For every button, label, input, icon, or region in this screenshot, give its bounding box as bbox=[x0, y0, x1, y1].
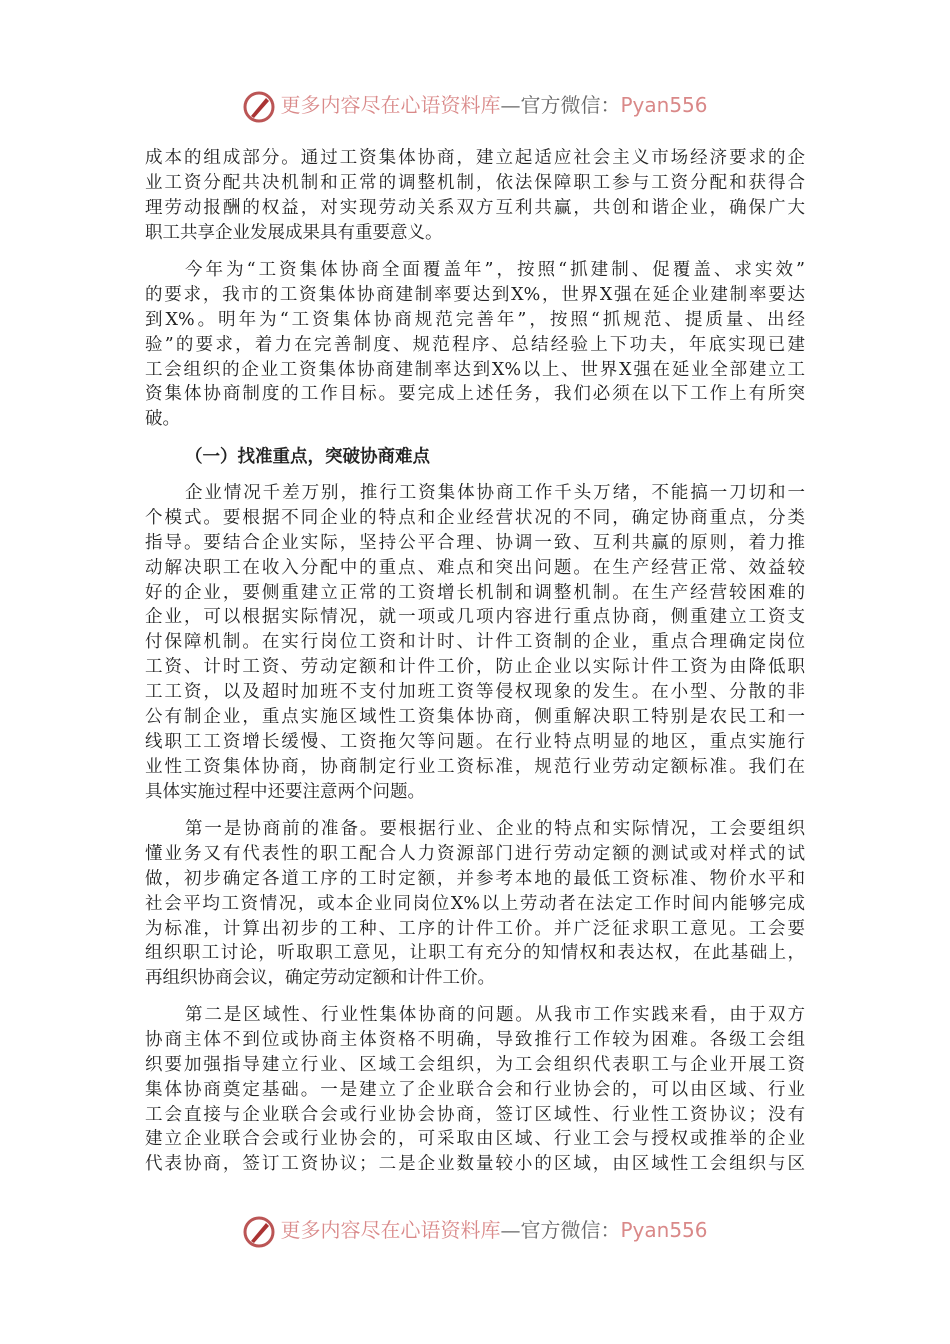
text-line: 的要求，我市的工资集体协商建制率要达到X%，世界X强在延企业建制率要达 bbox=[145, 284, 805, 305]
pen-logo-icon bbox=[242, 1215, 276, 1249]
text-line: 动解决职工在收入分配中的重点、难点和突出问题。在生产经营正常、效益较 bbox=[145, 557, 805, 578]
text-line: 企业情况千差万别，推行工资集体协商工作千头万绪，不能搞一刀切和一 bbox=[185, 483, 805, 503]
text-line: 工工资，以及超时加班不支付加班工资等侵权现象的发生。在小型、分散的非 bbox=[145, 682, 805, 703]
text-line: 代表协商，签订工资协议；二是企业数量较小的区域，由区域性工会组织与区 bbox=[145, 1154, 805, 1175]
text-line: 职工共享企业发展成果具有重要意义。 bbox=[145, 222, 443, 243]
text-line: 业性工资集体协商，协商制定行业工资标准，规范行业劳动定额标准。我们在 bbox=[145, 756, 805, 777]
header-watermark-banner bbox=[0, 85, 950, 125]
paragraph bbox=[145, 481, 805, 805]
text-line: 具体实施过程中还要注意两个问题。 bbox=[145, 781, 425, 802]
banner-brand-text: 更多内容尽在心语资料库 bbox=[280, 93, 501, 117]
text-line: 工会直接与企业联合会或行业协会协商，签订区域性、行业性工资协议；没有 bbox=[145, 1104, 805, 1125]
text-line: 今年为“工资集体协商全面覆盖年”，按照“抓建制、促覆盖、求实效” bbox=[185, 260, 805, 280]
text-line: 集体协商奠定基础。一是建立了企业联合会和行业协会的，可以由区域、行业 bbox=[145, 1079, 805, 1100]
banner-brand-text: 更多内容尽在心语资料库 bbox=[280, 1218, 501, 1242]
banner-dash: — bbox=[500, 1218, 521, 1242]
text-line: 织要加强指导建立行业、区域工会组织，为工会组织代表职工与企业开展工资 bbox=[145, 1054, 805, 1075]
text-line: 破。 bbox=[145, 409, 180, 430]
text-line: 再组织协商会议，确定劳动定额和计件工价。 bbox=[145, 968, 495, 989]
section-heading: （一）找准重点，突破协商难点 bbox=[185, 447, 430, 467]
text-line: 理劳动报酬的权益，对实现劳动关系双方互利共赢，共创和谐企业，确保广大 bbox=[145, 197, 805, 218]
banner-wechat-id: Pyan556 bbox=[620, 93, 708, 117]
text-line: 工资、计时工资、劳动定额和计件工价，防止企业以实际计件工资为由降低职 bbox=[145, 657, 805, 678]
paragraph bbox=[145, 146, 805, 246]
text-line: 指导。要结合企业实际，坚持公平合理、协调一致、互利共赢的原则，着力推 bbox=[145, 532, 805, 553]
paragraph bbox=[145, 258, 805, 432]
text-line: 到X%。明年为“工资集体协商规范完善年”，按照“抓规范、提质量、出经 bbox=[145, 309, 805, 330]
text-line: 协商主体不到位或协商主体资格不明确，导致推行工作较为困难。各级工会组 bbox=[145, 1029, 805, 1050]
text-line: 业工资分配共决机制和正常的调整机制，依法保障职工参与工资分配和获得合 bbox=[145, 172, 805, 193]
text-line: 社会平均工资情况，或本企业同岗位X%以上劳动者在法定工作时间内能够完成 bbox=[145, 893, 805, 914]
footer-watermark-banner bbox=[0, 1210, 950, 1250]
paragraph bbox=[145, 1003, 805, 1177]
banner-wechat-id: Pyan556 bbox=[620, 1218, 708, 1242]
text-line: 第一是协商前的准备。要根据行业、企业的特点和实际情况，工会要组织 bbox=[185, 819, 805, 839]
text-line: 企业，可以根据实际情况，就一项或几项内容进行重点协商，侧重建立工资支 bbox=[145, 607, 805, 628]
text-line: 公有制企业，重点实施区域性工资集体协商，侧重解决职工特别是农民工和一 bbox=[145, 707, 805, 728]
pen-logo-icon bbox=[242, 90, 276, 124]
text-line: 工会组织的企业工资集体协商建制率达到X%以上、世界X强在延业全部建立工 bbox=[145, 359, 805, 380]
text-line: 组织职工讨论，听取职工意见，让职工有充分的知情权和表达权，在此基础上， bbox=[145, 943, 805, 964]
text-line: 线职工工资增长缓慢、工资拖欠等问题。在行业特点明显的地区，重点实施行 bbox=[145, 731, 805, 752]
paragraph bbox=[145, 817, 805, 991]
text-line: 验”的要求，着力在完善制度、规范程序、总结经验上下功夫，年底实现已建 bbox=[145, 334, 805, 355]
text-line: 建立企业联合会或行业协会的，可采取由区域、行业工会与授权或推举的企业 bbox=[145, 1129, 805, 1150]
text-line: 第二是区域性、行业性集体协商的问题。从我市工作实践来看，由于双方 bbox=[185, 1005, 805, 1025]
text-line: 付保障机制。在实行岗位工资和计时、计件工资制的企业，重点合理确定岗位 bbox=[145, 632, 805, 653]
text-line: 个模式。要根据不同企业的特点和企业经营状况的不同，确定协商重点，分类 bbox=[145, 507, 805, 528]
text-line: 好的企业，要侧重建立正常的工资增长机制和调整机制。在生产经营较困难的 bbox=[145, 582, 805, 603]
text-line: 成本的组成部分。通过工资集体协商，建立起适应社会主义市场经济要求的企 bbox=[145, 148, 805, 168]
text-line: 懂业务又有代表性的职工配合人力资源部门进行劳动定额的测试或对样式的试 bbox=[145, 843, 805, 864]
text-line: 资集体协商制度的工作目标。要完成上述任务，我们必须在以下工作上有所突 bbox=[145, 384, 805, 405]
banner-wechat-label: 官方微信： bbox=[520, 93, 621, 117]
text-line: 做，初步确定各道工序的工时定额，并参考本地的最低工资标准、物价水平和 bbox=[145, 868, 805, 889]
text-line: 为标准，计算出初步的工种、工序的计件工价。并广泛征求职工意见。工会要 bbox=[145, 918, 805, 939]
banner-dash: — bbox=[500, 93, 521, 117]
banner-wechat-label: 官方微信： bbox=[520, 1218, 621, 1242]
